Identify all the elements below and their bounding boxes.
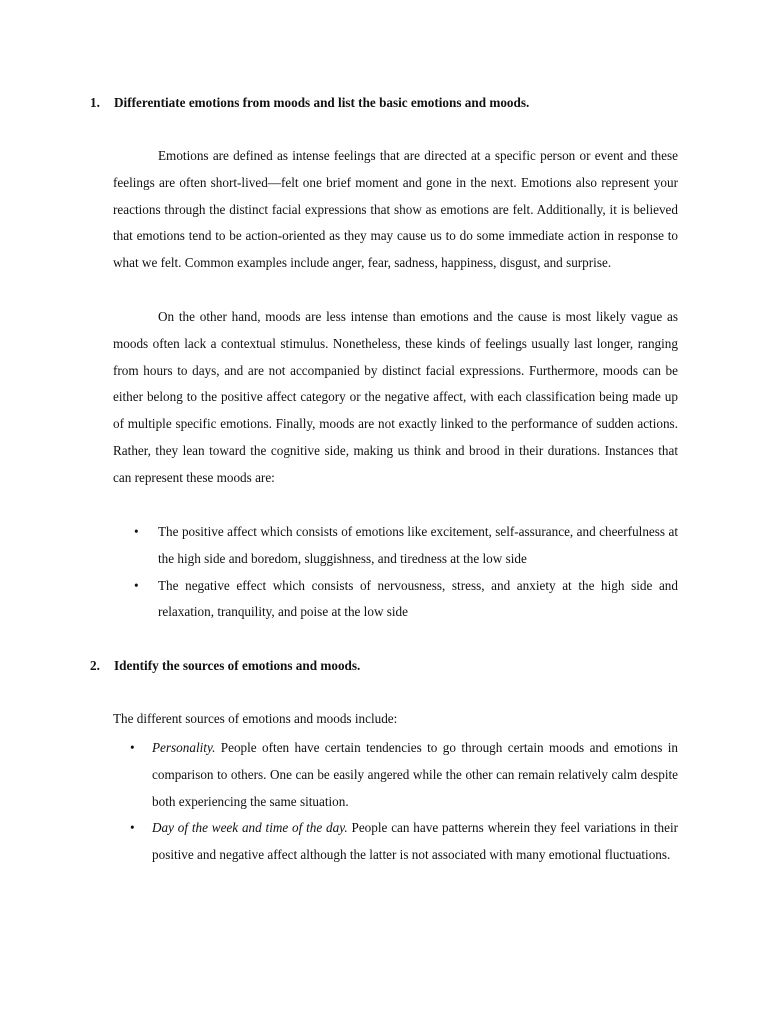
list-item xyxy=(134,519,678,573)
section-1-number: 1. xyxy=(90,95,100,110)
list-item-text: The negative effect which consists of nervousness, stress, and anxiety at the high side and relaxation, tranquility, and poise at the low side xyxy=(158,577,678,620)
sources-bullet-list xyxy=(130,735,678,869)
sources-intro: The different sources of emotions and moods include: xyxy=(113,711,398,726)
list-item xyxy=(130,735,678,815)
bullet-icon: • xyxy=(134,577,139,593)
list-item-text: The positive affect which consists of emotions like excitement, self-assurance, and cheerfulness at the high side and boredom, sluggishness, and tiredness at the low side xyxy=(158,524,678,566)
bullet-icon: • xyxy=(134,524,139,539)
section-2-title: Identify the sources of emotions and moods. xyxy=(114,658,361,673)
section-2-number: 2. xyxy=(90,658,100,673)
list-item xyxy=(130,815,678,869)
section-2-heading xyxy=(90,658,690,674)
bullet-icon: • xyxy=(130,740,135,755)
moods-paragraph: On the other hand, moods are less intense than emotions and the cause is most likely vague as moods often lack a contextual stimulus. Nonetheless, these kinds of feelings usually last longer, ranging from hours to days, and are not accompanied by distinct facial expressions. Furthermore, moods can be either belong to the positive affect category or the negative affect, with each classification being made up of multiple specific emotions. Finally, moods are not exactly linked to the performance of sudden actions. Rather, they lean toward the cognitive side, making us think and brood in their durations. Instances that can represent these moods are: xyxy=(113,309,678,485)
list-item-text: People can have patterns wherein they feel variations in their positive and negative affect although the latter is not associated with many emotional fluctuations. xyxy=(152,820,678,863)
emotions-paragraph: Emotions are defined as intense feelings that are directed at a specific person or event and these feelings are often short-lived—felt one brief moment and gone in the next. Emotions also represent your reactions through the distinct facial expressions that show as emotions are felt. Additionally, it is believed that emotions tend to be action-oriented as they may cause us to do some immediate action in response to what we felt. Common examples include anger, fear, sadness, happiness, disgust, and surprise. xyxy=(113,148,678,271)
list-item-term: Day of the week and time of the day. xyxy=(152,820,348,836)
section-1-title: Differentiate emotions from moods and list the basic emotions and moods. xyxy=(114,95,530,110)
list-item xyxy=(134,573,678,627)
list-item-text: People often have certain tendencies to go through certain moods and emotions in comparison to others. One can be easily angered while the other can remain relatively calm despite both experiencing the same situation. xyxy=(152,740,678,809)
list-item-term: Personality. xyxy=(152,740,216,755)
moods-bullet-list xyxy=(134,519,678,626)
section-1-heading xyxy=(90,95,690,111)
bullet-icon: • xyxy=(130,820,135,836)
